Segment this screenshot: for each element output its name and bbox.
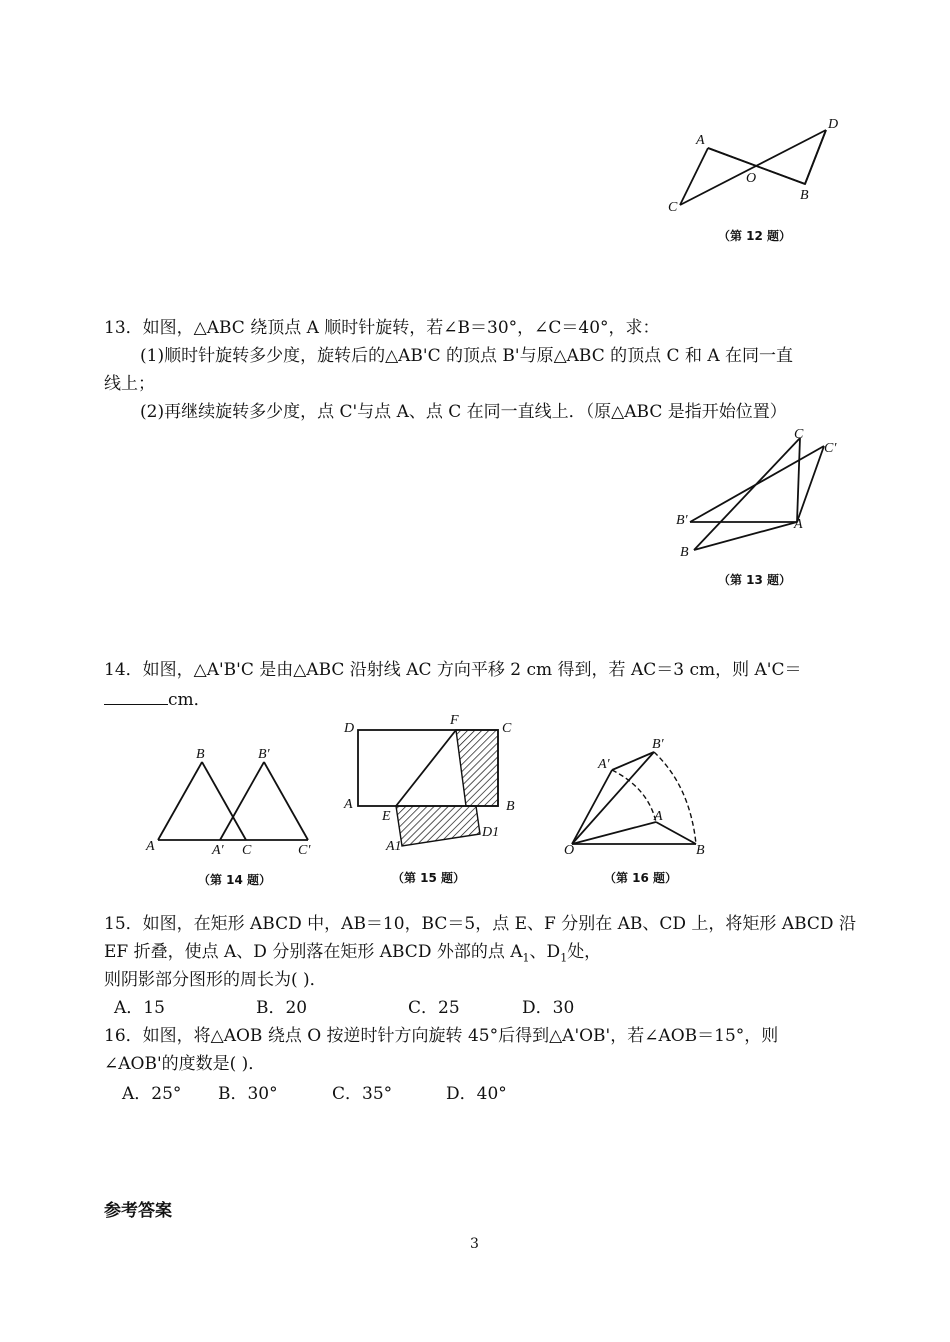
fig14-label-b: B	[196, 747, 205, 762]
q15-option-a[interactable]: A．15	[114, 998, 165, 1018]
fig14-label-b-prime: B′	[258, 747, 270, 762]
q15-line3: 则阴影部分图形的周长为( )．	[104, 970, 327, 990]
q16-option-a[interactable]: A．25°	[122, 1084, 182, 1104]
fig13-label-b: B	[680, 545, 689, 560]
fig15-label-b: B	[506, 799, 515, 814]
fig15-caption: （第 15 题）	[392, 871, 466, 885]
fig13-caption: （第 13 题）	[718, 573, 792, 587]
fig12-caption: （第 12 题）	[718, 229, 792, 243]
q16-option-d[interactable]: D．40°	[446, 1084, 507, 1104]
fig14-label-c-prime: C′	[298, 843, 311, 858]
fig14-label-a: A	[146, 839, 155, 854]
q15-option-d[interactable]: D．30	[522, 998, 575, 1018]
q15-line2: EF 折叠，使点 A、D 分别落在矩形 ABCD 外部的点 $A_1$、$D_1$处，	[104, 942, 602, 965]
fig16-caption: （第 16 题）	[604, 871, 678, 885]
q15-option-b[interactable]: B．20	[256, 998, 308, 1018]
fig12-label-a: A	[696, 133, 705, 148]
answer-blank[interactable]	[104, 686, 168, 705]
fig14-label-a-prime: A′	[212, 843, 224, 858]
q13-line4: (2)再继续旋转多少度，点 C'与点 A、点 C 在同一直线上．（原△ABC 是指开始位置）	[140, 402, 787, 422]
q14-line2	[104, 686, 211, 712]
fig15-label-f: F	[450, 713, 459, 728]
fig12-label-d: D	[828, 117, 839, 132]
figure-16	[556, 726, 726, 892]
figure-13	[672, 426, 852, 596]
fig15-label-c: C	[502, 721, 512, 736]
fig16-label-b: B	[696, 843, 705, 858]
fig13-label-b-prime: B′	[676, 513, 688, 528]
q16-option-b[interactable]: B．30°	[218, 1084, 278, 1104]
answers-heading: 参考答案	[104, 1201, 172, 1221]
q14-unit: cm．	[168, 690, 211, 710]
fig14-caption: （第 14 题）	[198, 873, 272, 887]
figure-15	[336, 706, 526, 890]
fig16-label-a: A	[654, 809, 663, 824]
fig13-label-a: A	[794, 517, 803, 532]
q16-options	[122, 1082, 507, 1106]
figure-14	[140, 742, 320, 892]
fig13-label-c: C	[794, 427, 804, 442]
fig15-label-a1: A1	[386, 839, 402, 854]
fig15-label-d: D	[344, 721, 355, 736]
q15-option-c[interactable]: C．25	[408, 998, 460, 1018]
fig15-label-a: A	[344, 797, 353, 812]
q16-line2: ∠AOB'的度数是( )．	[104, 1054, 266, 1074]
q16-option-c[interactable]: C．35°	[332, 1084, 393, 1104]
fig16-label-b-prime: B′	[652, 737, 664, 752]
fig14-label-c: C	[242, 843, 252, 858]
q15-options	[114, 996, 574, 1020]
fig16-label-a-prime: A′	[598, 757, 610, 772]
q16-line1: 16．如图，将△AOB 绕点 O 按逆时针方向旋转 45°后得到△A'OB'，若∠AOB＝15°，则	[104, 1026, 779, 1046]
fig12-label-b: B	[800, 188, 809, 203]
figure-12	[660, 112, 850, 247]
page-number: 3	[470, 1236, 479, 1252]
q14-line1: 14．如图，△A'B'C 是由△ABC 沿射线 AC 方向平移 2 cm 得到，若 AC＝3 cm，则 A'C＝	[104, 660, 802, 680]
fig16-label-o: O	[564, 843, 575, 858]
fig12-label-c: C	[668, 200, 678, 215]
q13-line2: (1)顺时针旋转多少度，旋转后的△AB'C 的顶点 B'与原△ABC 的顶点 C 和 A 在同一直	[140, 346, 794, 366]
fig15-label-e: E	[382, 809, 391, 824]
q13-line3: 线上；	[104, 374, 155, 394]
q13-line1: 13．如图，△ABC 绕顶点 A 顺时针旋转，若∠B＝30°，∠C＝40°，求：	[104, 318, 660, 338]
fig12-label-o: O	[746, 171, 757, 186]
q15-line1: 15．如图，在矩形 ABCD 中，AB＝10，BC＝5，点 E、F 分别在 AB、CD 上，将矩形 ABCD 沿	[104, 914, 856, 934]
fig15-label-d1: D1	[482, 825, 500, 840]
fig13-label-c-prime: C′	[824, 441, 837, 456]
